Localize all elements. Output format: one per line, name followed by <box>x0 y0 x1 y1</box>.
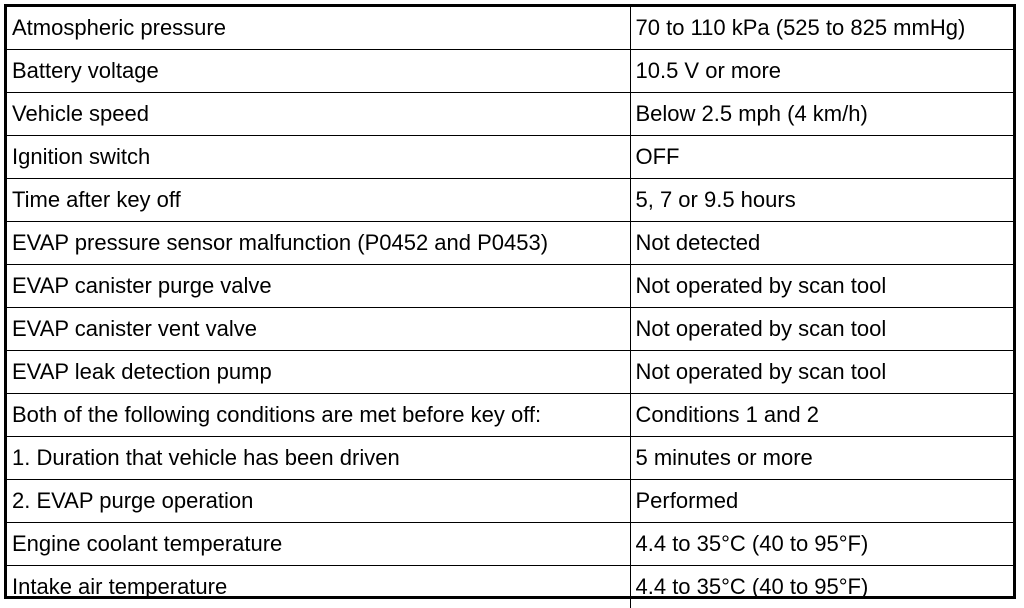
condition-value: OFF <box>630 136 1013 179</box>
condition-label: EVAP leak detection pump <box>7 351 630 394</box>
table-row <box>7 179 1013 222</box>
condition-value: Not operated by scan tool <box>630 351 1013 394</box>
table-row <box>7 351 1013 394</box>
condition-value: Not detected <box>630 222 1013 265</box>
condition-value: 70 to 110 kPa (525 to 825 mmHg) <box>630 7 1013 50</box>
table-row <box>7 265 1013 308</box>
condition-label: Vehicle speed <box>7 93 630 136</box>
table-row <box>7 480 1013 523</box>
table-row <box>7 308 1013 351</box>
condition-label: EVAP canister purge valve <box>7 265 630 308</box>
table-row <box>7 7 1013 50</box>
condition-value: Not operated by scan tool <box>630 308 1013 351</box>
condition-value: Below 2.5 mph (4 km/h) <box>630 93 1013 136</box>
table-row <box>7 222 1013 265</box>
condition-label: Ignition switch <box>7 136 630 179</box>
condition-label: EVAP canister vent valve <box>7 308 630 351</box>
condition-value: 4.4 to 35°C (40 to 95°F) <box>630 566 1013 608</box>
table-row <box>7 50 1013 93</box>
condition-value: 4.4 to 35°C (40 to 95°F) <box>630 523 1013 566</box>
condition-value: 5 minutes or more <box>630 437 1013 480</box>
condition-label: EVAP pressure sensor malfunction (P0452 and P0453) <box>7 222 630 265</box>
condition-value: Conditions 1 and 2 <box>630 394 1013 437</box>
condition-value: 5, 7 or 9.5 hours <box>630 179 1013 222</box>
table-row <box>7 394 1013 437</box>
conditions-table-frame <box>4 4 1016 599</box>
condition-value: Not operated by scan tool <box>630 265 1013 308</box>
condition-label: Battery voltage <box>7 50 630 93</box>
condition-value: 10.5 V or more <box>630 50 1013 93</box>
condition-label: Time after key off <box>7 179 630 222</box>
condition-value: Performed <box>630 480 1013 523</box>
table-row <box>7 93 1013 136</box>
table-row <box>7 437 1013 480</box>
table-row <box>7 136 1013 179</box>
condition-label: Engine coolant temperature <box>7 523 630 566</box>
condition-label: Atmospheric pressure <box>7 7 630 50</box>
condition-label: 1. Duration that vehicle has been driven <box>7 437 630 480</box>
table-row <box>7 566 1013 608</box>
conditions-table <box>7 7 1013 608</box>
condition-label: 2. EVAP purge operation <box>7 480 630 523</box>
condition-label: Both of the following conditions are met before key off: <box>7 394 630 437</box>
condition-label: Intake air temperature <box>7 566 630 608</box>
table-row <box>7 523 1013 566</box>
